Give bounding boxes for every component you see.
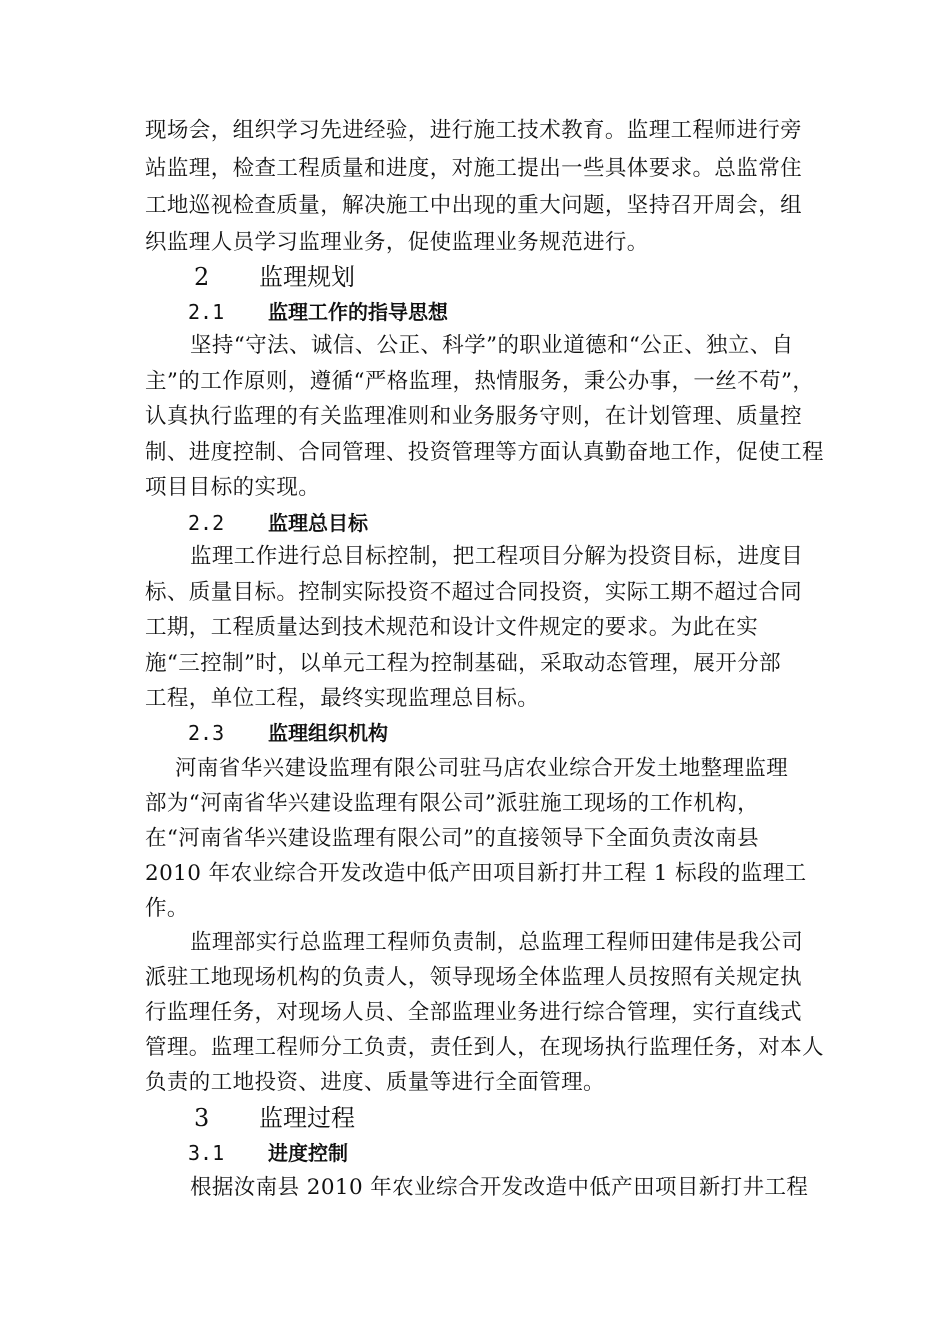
body-text-line: 在“河南省华兴建设监理有限公司”的直接领导下全面负责汝南县	[145, 826, 760, 851]
section-heading-title: 监理过程	[259, 1104, 355, 1132]
body-text-line: 现场会，组织学习先进经验，进行施工技术教育。监理工程师进行旁	[145, 118, 803, 143]
body-text-line: 认真执行监理的有关监理准则和业务服务守则，在计划管理、质量控	[145, 404, 803, 429]
body-text-line: 工地巡视检查质量，解决施工中出现的重大问题，坚持召开周会，组	[145, 193, 803, 218]
body-text-line: 制、进度控制、合同管理、投资管理等方面认真勤奋地工作，促使工程	[145, 440, 824, 465]
body-text-line: 项目目标的实现。	[145, 475, 321, 500]
body-text-line: 2010 年农业综合开发改造中低产田项目新打井工程 1 标段的监理工	[145, 861, 807, 886]
subsection-heading-number: 3.1	[188, 1141, 225, 1165]
body-text-line: 坚持“守法、诚信、公正、科学”的职业道德和“公正、独立、自	[190, 333, 794, 358]
body-text-line: 部为“河南省华兴建设监理有限公司”派驻施工现场的工作机构，	[145, 791, 760, 816]
subsection-heading-title: 监理组织机构	[268, 721, 388, 745]
body-text-line: 负责的工地投资、进度、质量等进行全面管理。	[145, 1070, 605, 1095]
body-text-line: 施“三控制”时，以单元工程为控制基础，采取动态管理，展开分部	[145, 651, 781, 676]
body-text-line: 作。	[145, 896, 189, 921]
subsection-heading-number: 2.3	[188, 721, 225, 745]
subsection-heading-number: 2.1	[188, 300, 225, 324]
body-text-line: 河南省华兴建设监理有限公司驻马店农业综合开发土地整理监理	[175, 756, 789, 781]
body-text-line: 监理工作进行总目标控制，把工程项目分解为投资目标，进度目	[190, 544, 804, 569]
subsection-heading-title: 进度控制	[268, 1141, 348, 1165]
body-text-line: 根据汝南县 2010 年农业综合开发改造中低产田项目新打井工程	[190, 1175, 809, 1200]
body-text-line: 管理。监理工程师分工负责，责任到人，在现场执行监理任务，对本人	[145, 1035, 824, 1060]
subsection-heading-title: 监理工作的指导思想	[268, 300, 448, 324]
section-heading-number: 3	[194, 1104, 210, 1132]
body-text-line: 标、质量目标。控制实际投资不超过合同投资，实际工期不超过合同	[145, 580, 803, 605]
body-text-line: 工程，单位工程，最终实现监理总目标。	[145, 686, 540, 711]
subsection-heading-title: 监理总目标	[268, 511, 368, 535]
body-text-line: 主”的工作原则，遵循“严格监理，热情服务，秉公办事，一丝不苟”，	[145, 369, 815, 394]
body-text-line: 行监理任务，对现场人员、全部监理业务进行综合管理，实行直线式	[145, 1000, 803, 1025]
subsection-heading-number: 2.2	[188, 511, 225, 535]
body-text-line: 站监理，检查工程质量和进度，对施工提出一些具体要求。总监常住	[145, 156, 803, 181]
body-text-line: 织监理人员学习监理业务，促使监理业务规范进行。	[145, 230, 649, 255]
body-text-line: 工期，工程质量达到技术规范和设计文件规定的要求。为此在实	[145, 615, 759, 640]
section-heading-title: 监理规划	[259, 263, 355, 291]
body-text-line: 派驻工地现场机构的负责人，领导现场全体监理人员按照有关规定执	[145, 965, 803, 990]
section-heading-number: 2	[194, 263, 210, 291]
body-text-line: 监理部实行总监理工程师负责制，总监理工程师田建伟是我公司	[190, 930, 804, 955]
